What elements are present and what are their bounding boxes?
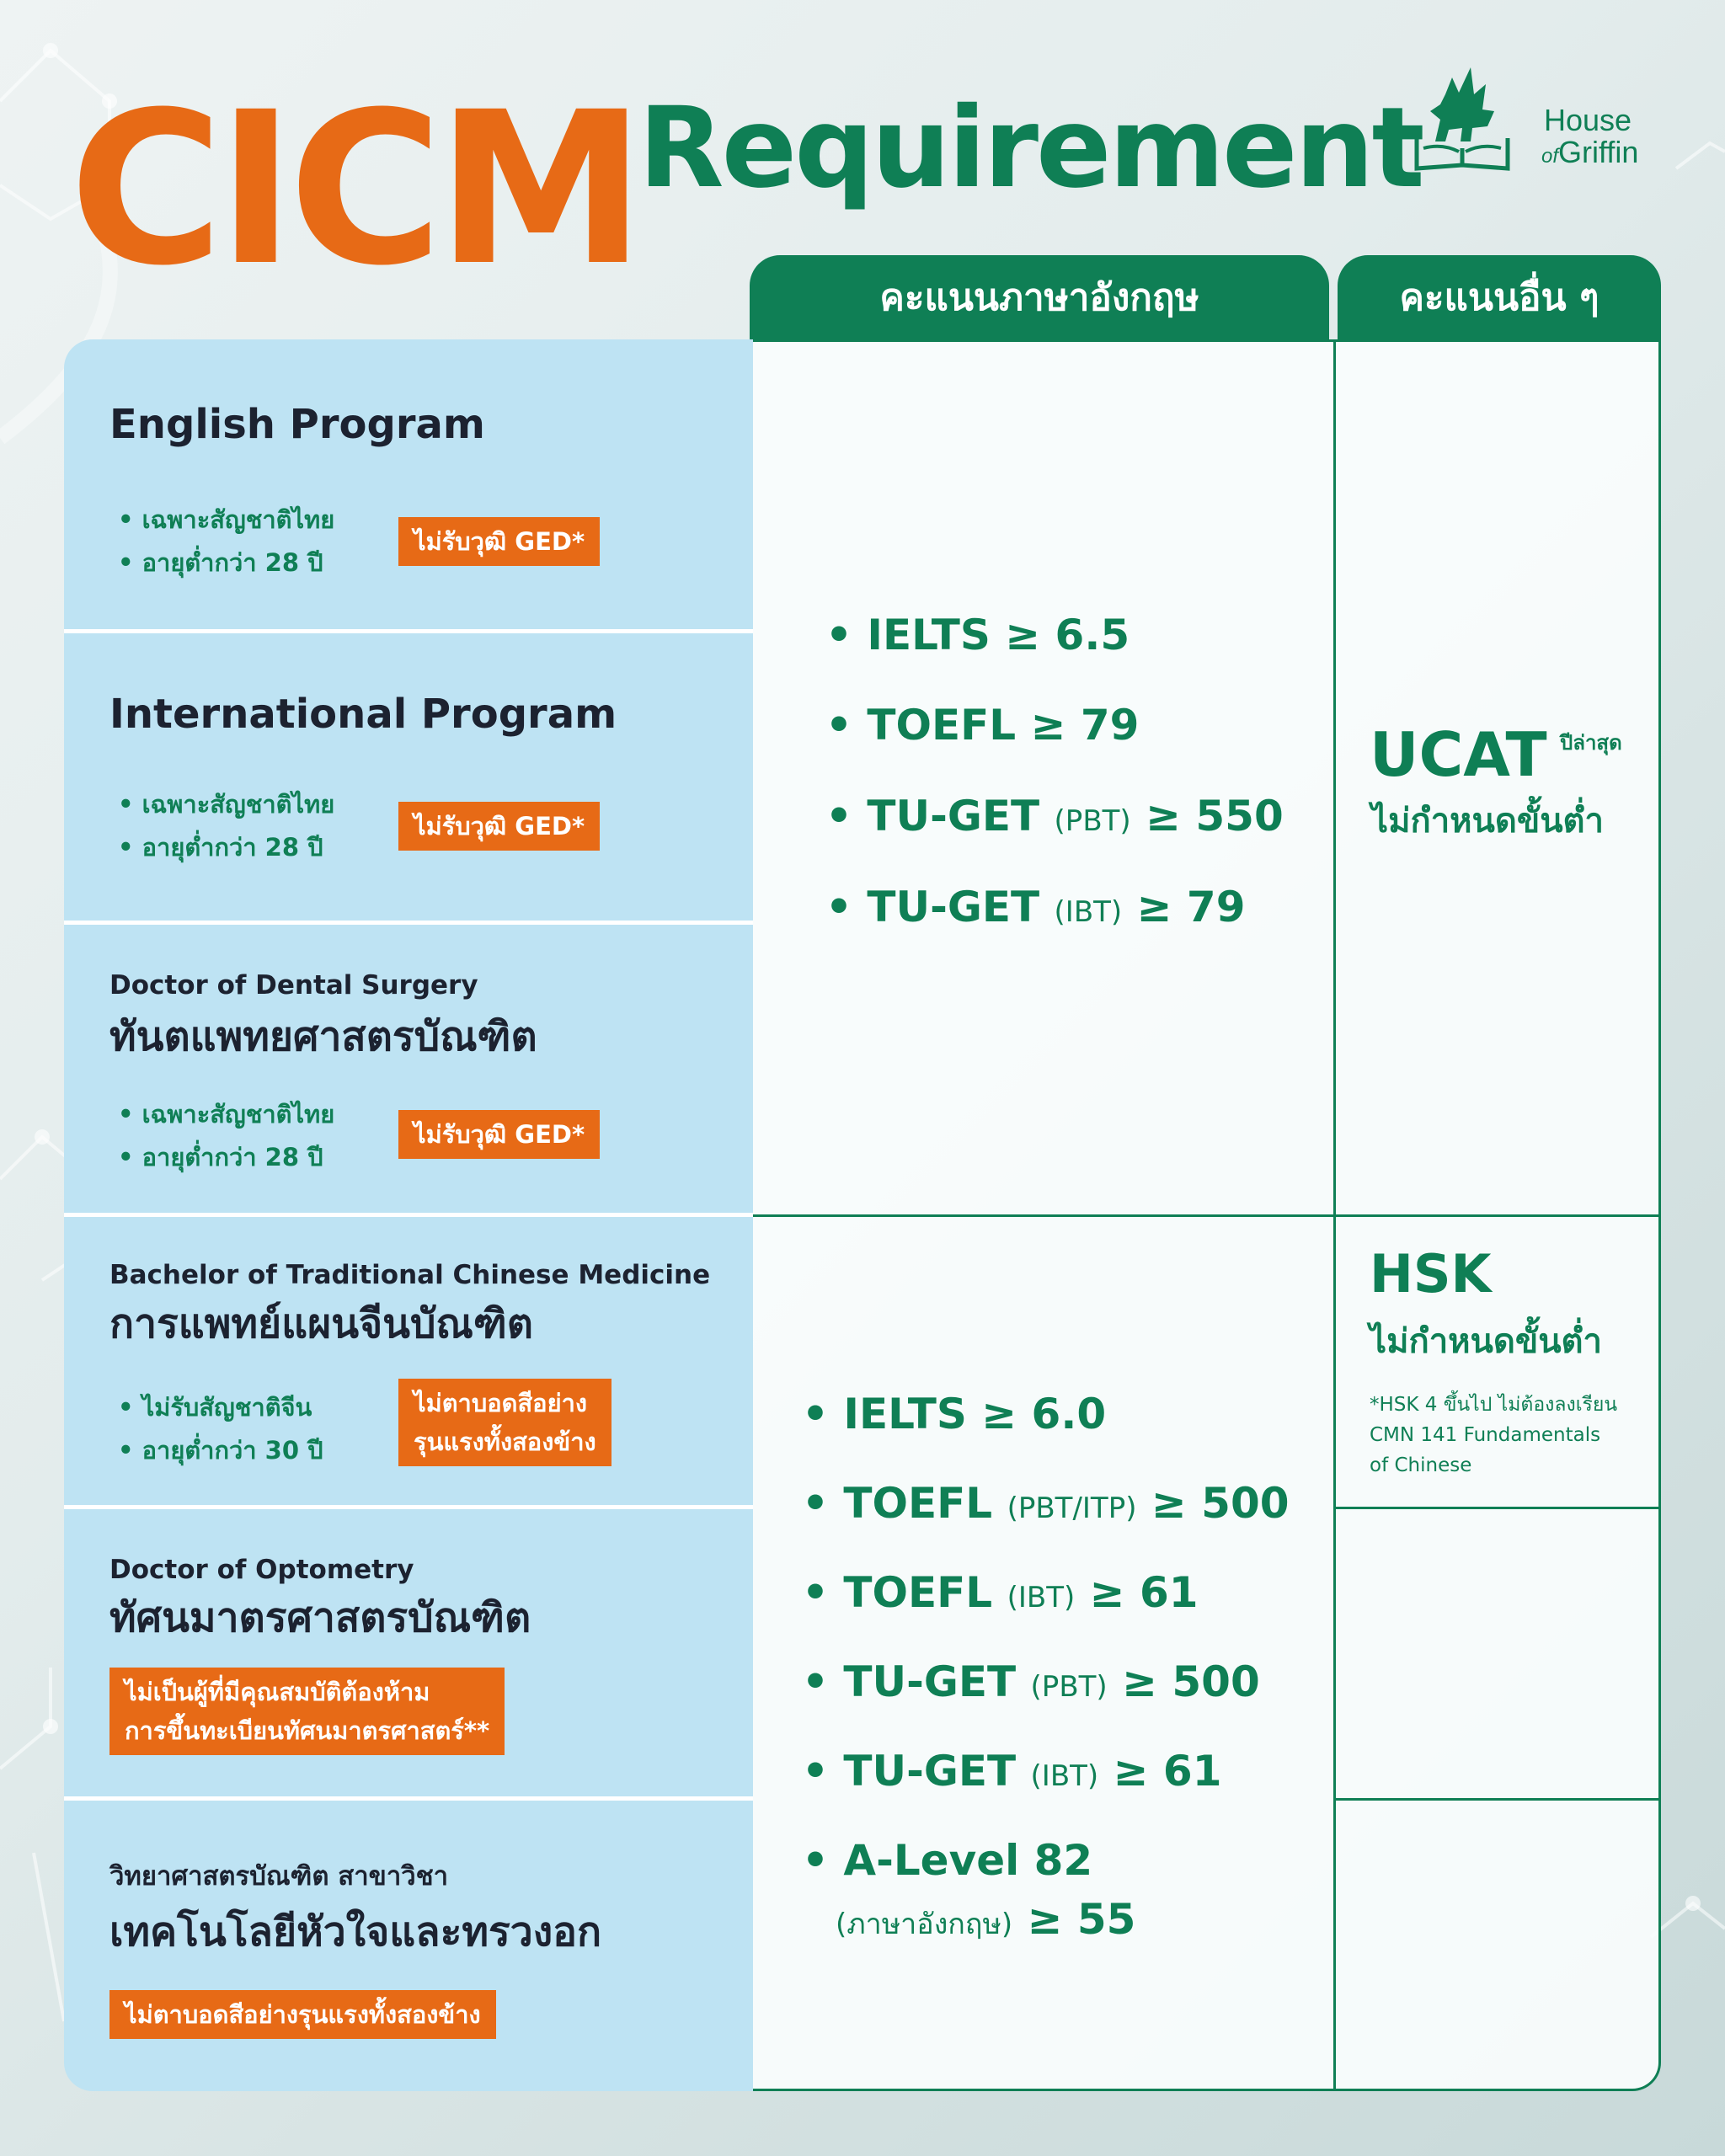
hsk-note	[1370, 1390, 1617, 1481]
program-title: การแพทย์แผนจีนบัณฑิต	[109, 1300, 533, 1348]
program-subtitle: Doctor of Dental Surgery	[109, 970, 478, 1001]
title-requirement: Requirement	[638, 83, 1423, 213]
other-row-divider	[1333, 1798, 1661, 1801]
program-bullets	[118, 1093, 334, 1179]
requirement-tag: ไม่ตาบอดสีอย่างรุนแรงทั้งสองข้าง	[109, 1990, 496, 2039]
program-title: เทคโนโลยีหัวใจและทรวงอก	[109, 1908, 602, 1956]
requirement-tag	[109, 1668, 505, 1755]
score-sub: (IBT)	[1007, 1581, 1076, 1614]
score-text: TU-GET	[843, 1657, 1031, 1706]
score-sub: (ภาษาอังกฤษ)	[836, 1908, 1013, 1941]
score-text: IELTS ≥ 6.5	[867, 611, 1130, 659]
row-separator	[64, 921, 753, 925]
note-line: of Chinese	[1370, 1454, 1472, 1476]
program-subtitle: Bachelor of Traditional Chinese Medicine	[109, 1260, 711, 1290]
row-separator	[64, 1213, 753, 1217]
requirement-tag: ไม่รับวุฒิ GED*	[398, 802, 600, 851]
score-text: A-Level 82	[843, 1836, 1093, 1885]
title-cicm: CICM	[69, 67, 639, 312]
score-item	[802, 1657, 1260, 1706]
note-line: CMN 141 Fundamentals	[1370, 1424, 1601, 1446]
bullet-item: • เฉพาะสัญชาติไทย	[118, 499, 334, 542]
tag-line: ไม่เป็นผู้ที่มีคุณสมบัติต้องห้าม	[125, 1678, 430, 1706]
score-text: TU-GET	[867, 883, 1055, 931]
row-separator	[64, 629, 753, 633]
bullet-item: • ไม่รับสัญชาติจีน	[118, 1386, 323, 1429]
tag-line: รุนแรงทั้งสองข้าง	[414, 1428, 596, 1456]
header-other-score: คะแนนอื่น ๆ	[1338, 255, 1661, 339]
program-title: ทันตแพทยศาสตรบัณฑิต	[109, 1013, 537, 1060]
logo-line-house: House	[1544, 103, 1632, 137]
logo-griffin: Griffin	[1558, 135, 1639, 169]
score-sub: (PBT)	[1054, 804, 1131, 838]
ucat-latest-year: ปีล่าสุด	[1560, 731, 1622, 755]
program-subtitle: Doctor of Optometry	[109, 1555, 414, 1585]
score-value: ≥ 61	[1075, 1568, 1199, 1617]
other-row-divider	[1333, 1507, 1661, 1509]
group-divider	[753, 1214, 1661, 1217]
bullet-item: • เฉพาะสัญชาติไทย	[118, 783, 334, 826]
score-value: ≥ 550	[1130, 792, 1284, 841]
row-separator	[64, 1505, 753, 1509]
score-item	[802, 1747, 1222, 1796]
requirement-tag: ไม่รับวุฒิ GED*	[398, 1110, 600, 1159]
program-title: ทัศนมาตรศาสตรบัณฑิต	[109, 1594, 531, 1641]
score-text: TU-GET	[867, 792, 1055, 841]
program-title: English Program	[109, 401, 485, 448]
hsk-minimum: ไม่กำหนดขั้นต่ำ	[1370, 1322, 1602, 1361]
logo-of: of	[1541, 145, 1559, 168]
score-value: ≥ 79	[1122, 883, 1246, 931]
score-sub: (IBT)	[1054, 895, 1123, 929]
score-value: ≥ 61	[1098, 1747, 1222, 1796]
score-text: TOEFL ≥ 79	[867, 701, 1140, 750]
bullet-item: • อายุต่ำกว่า 28 ปี	[118, 1136, 334, 1179]
score-value: ≥ 55	[1012, 1895, 1136, 1944]
score-value: ≥ 500	[1136, 1479, 1290, 1528]
score-item	[825, 792, 1284, 841]
requirement-tag: ไม่รับวุฒิ GED*	[398, 517, 600, 566]
logo-text	[1541, 104, 1638, 173]
program-subtitle: วิทยาศาสตรบัณฑิต สาขาวิชา	[109, 1861, 449, 1892]
score-text: TOEFL	[843, 1568, 1007, 1617]
tag-line: ไม่ตาบอดสีอย่าง	[414, 1389, 588, 1417]
score-text: TU-GET	[843, 1747, 1031, 1796]
hsk-label: HSK	[1370, 1243, 1492, 1305]
score-sub: (PBT)	[1030, 1670, 1108, 1704]
score-item	[825, 883, 1246, 931]
requirement-tag	[398, 1379, 611, 1466]
score-text: IELTS ≥ 6.0	[843, 1390, 1107, 1438]
header-english-score: คะแนนภาษาอังกฤษ	[750, 255, 1329, 339]
score-sub: (IBT)	[1030, 1759, 1099, 1793]
tag-line: การขึ้นทะเบียนทัศนมาตรศาสตร์**	[125, 1716, 490, 1745]
bullet-item: • อายุต่ำกว่า 28 ปี	[118, 826, 334, 869]
note-line: *HSK 4 ขึ้นไป ไม่ต้องลงเรียน	[1370, 1394, 1618, 1416]
score-item	[802, 1479, 1290, 1528]
program-bullets	[118, 499, 334, 584]
score-continuation	[836, 1895, 1135, 1946]
score-item	[825, 701, 1139, 750]
score-item	[802, 1568, 1199, 1617]
score-sub: (PBT/ITP)	[1007, 1492, 1137, 1525]
score-item	[802, 1836, 1092, 1885]
score-item	[802, 1390, 1106, 1438]
program-bullets	[118, 1386, 323, 1472]
ucat-minimum: ไม่กำหนดขั้นต่ำ	[1371, 802, 1604, 841]
program-bullets	[118, 783, 334, 869]
score-value: ≥ 500	[1107, 1657, 1260, 1706]
score-text: TOEFL	[843, 1479, 1007, 1528]
logo-line-griffin	[1541, 136, 1638, 173]
bullet-item: • อายุต่ำกว่า 30 ปี	[118, 1429, 323, 1472]
bullet-item: • เฉพาะสัญชาติไทย	[118, 1093, 334, 1136]
row-separator	[64, 1796, 753, 1801]
bullet-item: • อายุต่ำกว่า 28 ปี	[118, 542, 334, 584]
ucat-label: UCAT	[1370, 719, 1547, 790]
score-item	[825, 611, 1130, 659]
program-title: International Program	[109, 691, 617, 738]
